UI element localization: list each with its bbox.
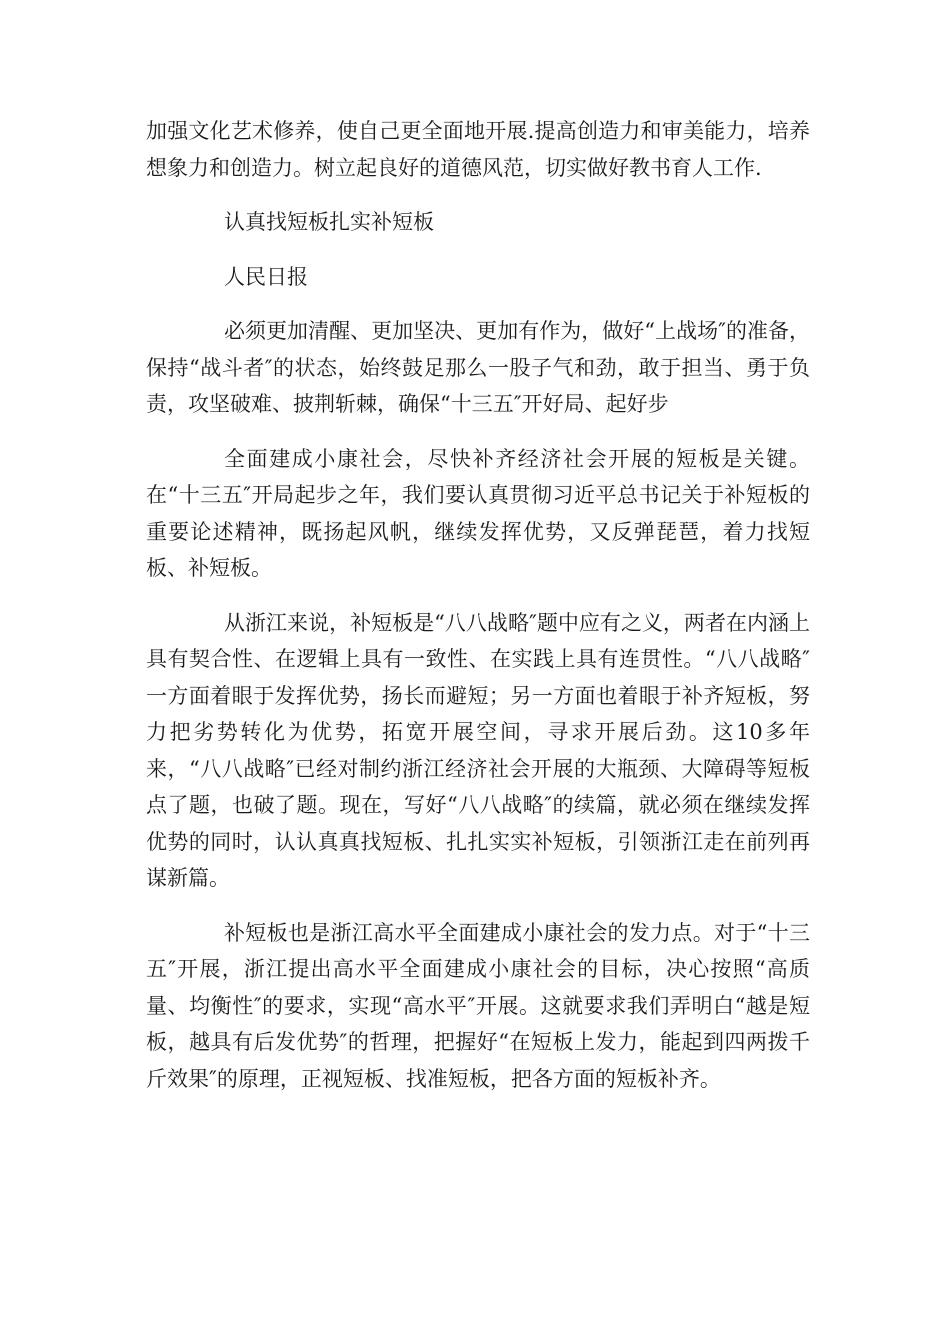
body-paragraph: 全面建成小康社会，尽快补齐经济社会开展的短板是关键。在“十三五″开局起步之年，我们要认真贯彻习近平总书记关于补短板的重要论述精神，既扬起风帆，继续发挥优势，又反弹琵琶，着力找短板、补短板。 (146, 446, 810, 580)
body-paragraph: 必须更加清醒、更加坚决、更加有作为，做好“上战场″的准备，保持“战斗者″的状态，始终鼓足那么一股子气和劲，敢于担当、勇于负责，攻坚破难、披荆斩棘，确保“十三五″开好局、起好步 (146, 319, 810, 416)
body-paragraph: 补短板也是浙江高水平全面建成小康社会的发力点。对于“十三五″开展，浙江提出高水平全面建成小康社会的目标，决心按照“高质量、均衡性″的要求，实现“高水平″开展。这就要求我们弄明白“越是短板，越具有后发优势″的哲理，把握好“在短板上发力，能起到四两拨千斤效果″的原理，正视短板、找准短板，把各方面的短板补齐。 (146, 920, 810, 1091)
body-paragraph: 从浙江来说，补短板是“八八战略″题中应有之义，两者在内涵上具有契合性、在逻辑上具有一致性、在实践上具有连贯性。“八八战略″一方面着眼于发挥优势，扬长而避短；另一方面也着眼于补齐短板，努力把劣势转化为优势，拓宽开展空间，寻求开展后劲。这10多年来，“八八战略″已经对制约浙江经济社会开展的大瓶颈、大障碍等短板点了题，也破了题。现在，写好“八八战略″的续篇，就必须在继续发挥优势的同时，认认真真找短板、扎扎实实补短板，引领浙江走在前列再谋新篇。 (146, 610, 810, 890)
document-page (146, 113, 810, 1115)
intro-paragraph: 加强文化艺术修养，使自己更全面地开展.提高创造力和审美能力，培养想象力和创造力。树立起良好的道德风范，切实做好教书育人工作. (146, 119, 810, 180)
article-title: 认真找短板扎实补短板 (224, 210, 434, 234)
article-source: 人民日报 (224, 264, 308, 289)
